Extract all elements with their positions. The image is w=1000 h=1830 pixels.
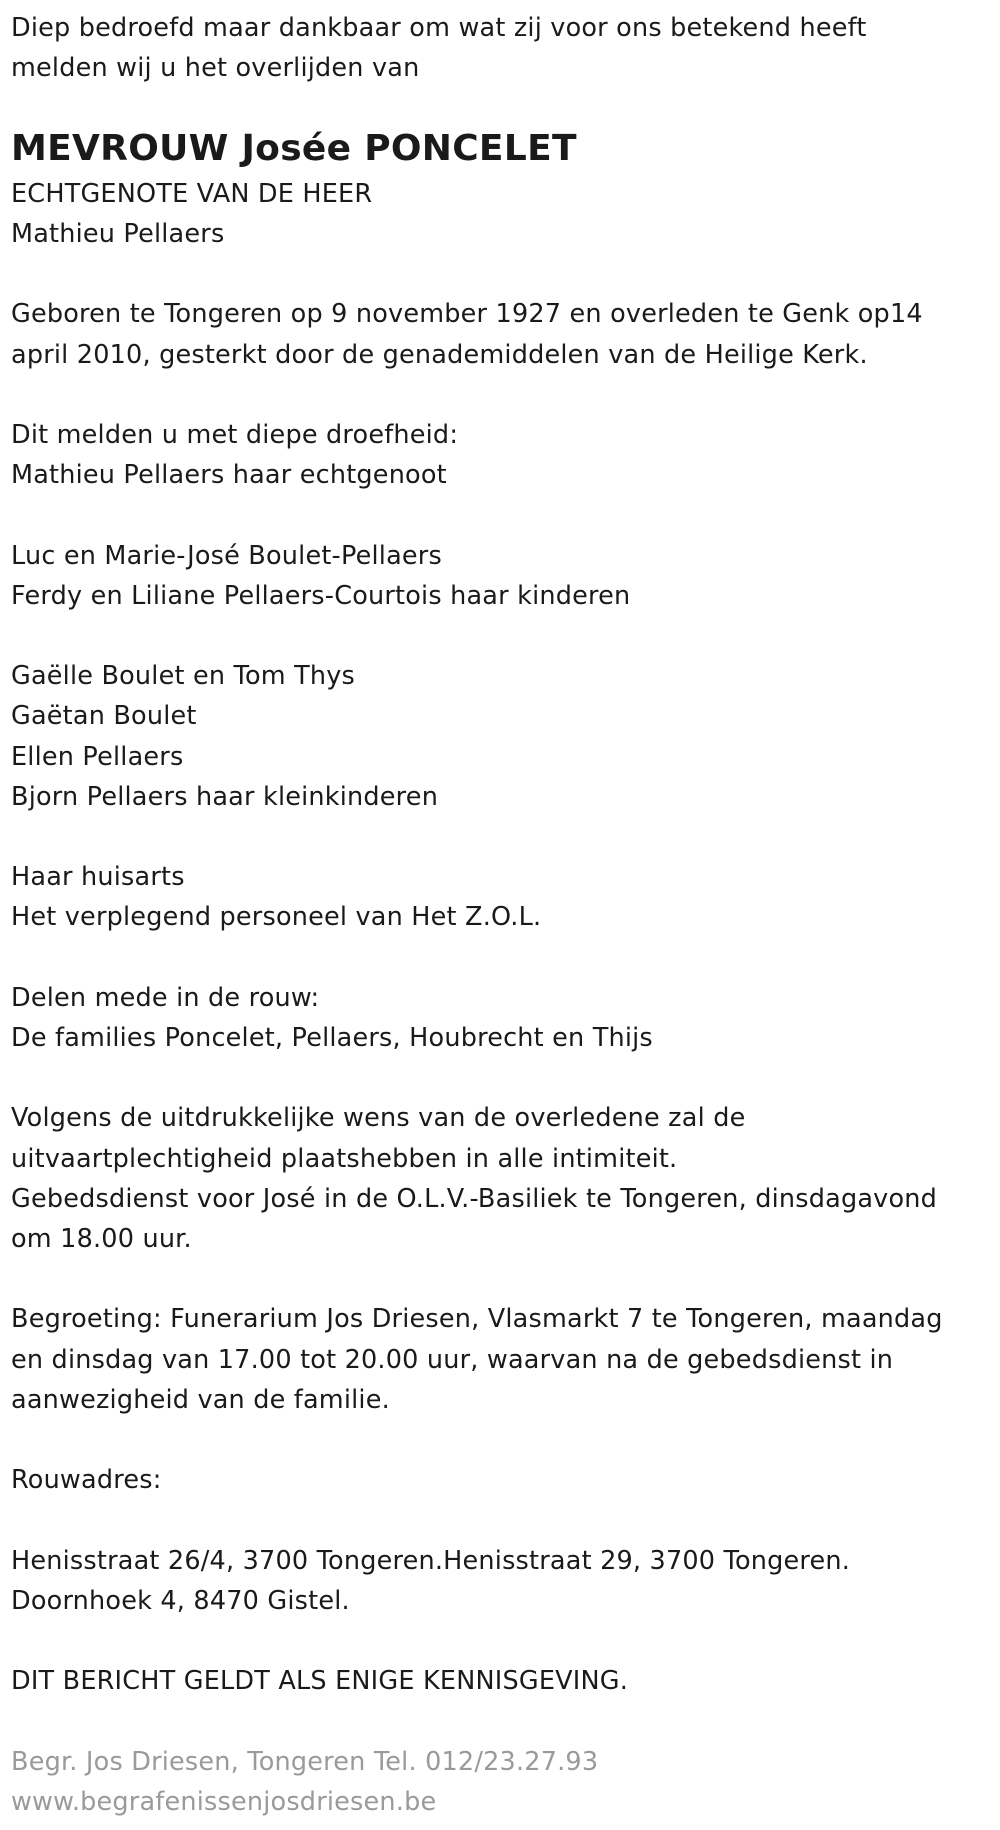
greeting-line-2: en dinsdag van 17.00 tot 20.00 uur, waarvan na de gebedsdienst in	[11, 1344, 894, 1375]
ceremony-line-1: Volgens de uitdrukkelijke wens van de overledene zal de	[11, 1103, 746, 1134]
child-line-1: Luc en Marie-José Boulet-Pellaers	[11, 540, 442, 571]
grandchild-line-1: Gaëlle Boulet en Tom Thys	[11, 661, 356, 692]
spacer	[11, 1500, 991, 1540]
families-heading: Delen mede in de rouw:	[11, 982, 320, 1013]
grandchild-line-4: Bjorn Pellaers haar kleinkinderen	[11, 781, 439, 812]
closing-statement: DIT BERICHT GELDT ALS ENIGE KENNISGEVING.	[11, 1666, 629, 1697]
spacer	[11, 817, 991, 857]
spacer	[11, 495, 991, 535]
spacer	[11, 1621, 991, 1661]
undertaker-contact: Begr. Jos Driesen, Tongeren Tel. 012/23.27.93	[11, 1746, 599, 1777]
address-line-2: Doornhoek 4, 8470 Gistel.	[11, 1585, 350, 1616]
child-line-2: Ferdy en Liliane Pellaers-Courtois haar kinderen	[11, 580, 631, 611]
birth-death-line-1: Geboren te Tongeren op 9 november 1927 en overleden te Genk op14	[11, 299, 923, 330]
spacer	[11, 254, 991, 294]
announcer-spouse: Mathieu Pellaers haar echtgenoot	[11, 460, 447, 491]
ceremony-line-2: uitvaartplechtigheid plaatshebben in alle intimiteit.	[11, 1143, 678, 1174]
ceremony-line-3: Gebedsdienst voor José in de O.L.V.-Basiliek te Tongeren, dinsdagavond	[11, 1183, 937, 1214]
address-label: Rouwadres:	[11, 1465, 162, 1496]
spacer	[11, 375, 991, 415]
death-notice	[11, 8, 991, 1822]
birth-death-line-2: april 2010, gesterkt door de genademiddelen van de Heilige Kerk.	[11, 339, 868, 370]
spacer	[11, 1701, 991, 1741]
spacer	[11, 1420, 991, 1460]
intro-line-1: Diep bedroefd maar dankbaar om wat zij voor ons betekend heeft	[11, 13, 867, 43]
grandchild-line-2: Gaëtan Boulet	[11, 701, 197, 732]
address-line-1: Henisstraat 26/4, 3700 Tongeren.Henisstraat 29, 3700 Tongeren.	[11, 1545, 851, 1576]
spacer	[11, 616, 991, 656]
families-list: De families Poncelet, Pellaers, Houbrecht en Thijs	[11, 1022, 653, 1053]
spacer	[11, 1259, 991, 1299]
deceased-name: MEVROUW Josée PONCELET	[11, 127, 577, 169]
spacer	[11, 1058, 991, 1098]
caregiver-line-2: Het verplegend personeel van Het Z.O.L.	[11, 902, 542, 933]
spouse-name: Mathieu Pellaers	[11, 219, 225, 249]
announcers-heading: Dit melden u met diepe droefheid:	[11, 419, 459, 450]
greeting-line-3: aanwezigheid van de familie.	[11, 1384, 390, 1415]
intro-line-2: melden wij u het overlijden van	[11, 53, 420, 84]
spacer	[11, 938, 991, 978]
grandchild-line-3: Ellen Pellaers	[11, 741, 184, 772]
greeting-line-1: Begroeting: Funerarium Jos Driesen, Vlasmarkt 7 te Tongeren, maandag	[11, 1304, 943, 1335]
spouse-title: ECHTGENOTE VAN DE HEER	[11, 178, 373, 209]
ceremony-line-4: om 18.00 uur.	[11, 1223, 192, 1254]
website-link[interactable]: www.begrafenissenjosdriesen.be	[11, 1786, 437, 1817]
caregiver-line-1: Haar huisarts	[11, 862, 185, 893]
